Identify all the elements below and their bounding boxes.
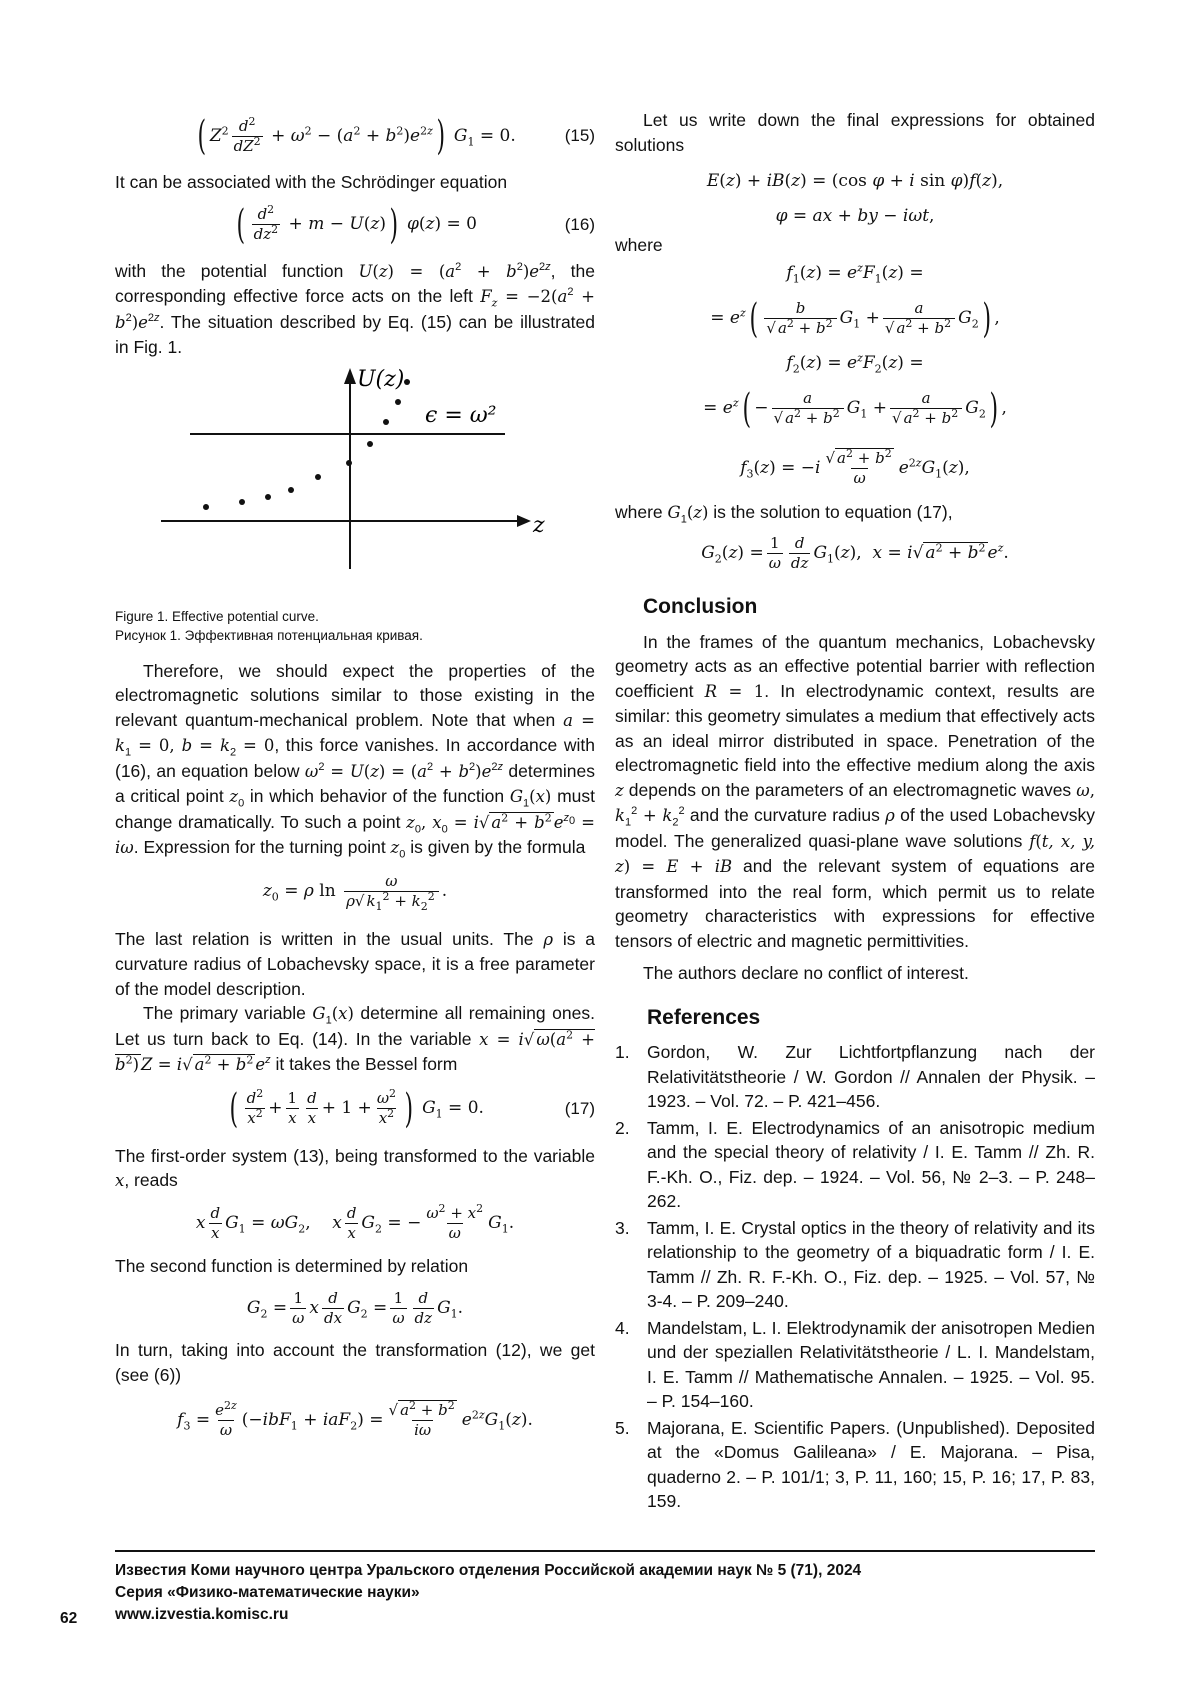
equation-number: (15) xyxy=(564,125,595,145)
paragraph: It can be associated with the Schrödinger equation xyxy=(115,172,508,192)
curve-point xyxy=(383,419,389,425)
section-heading-conclusion: Conclusion xyxy=(643,595,758,618)
reference-list xyxy=(615,1040,1095,1514)
text: is the solution to equation (17), xyxy=(708,501,953,522)
page-number: 62 xyxy=(60,1610,78,1627)
curve-point xyxy=(367,441,373,447)
equation-g2: $G_2$ = $\frac{1}{\omega}$ x d dx $G_2$ = $\frac{1}{\omega}$ d dz $G_1$. xyxy=(246,1288,464,1327)
section-heading-references: References xyxy=(647,1005,761,1029)
paragraph: where xyxy=(615,235,663,255)
equation-first-order-system: x d x $G_1 = \omega G_2$, x d x $G_2$ = − $\frac{\omega^2 + x^2}{\omega}$ $G_1$. xyxy=(195,1202,515,1242)
equation-16: ( $d^2$ $dz^2$ + m − U(z) ) φ(z) = 0 (16) xyxy=(236,201,595,248)
text: is a curvature radius of Lobachevsky space, it is a free parameter of the model description. xyxy=(115,928,595,999)
paragraph: Let us write down the final expressions for obtained solutions xyxy=(615,110,1095,155)
journal-website: www.izvestia.komisc.ru xyxy=(115,1606,289,1623)
paragraph: The first-order system (13), being transformed to the variable x, reads xyxy=(115,1145,595,1190)
text: determines a critical point xyxy=(115,760,595,806)
curve-point xyxy=(265,494,271,500)
equation-f3: $f_3$ = $\frac{e^{2z}}{\omega}$ (−ibF$_1$ + iaF$_2$) = $\frac{√ a^2 + b^2}{i\omega}$ $e^{2z}G_1(z)$. xyxy=(177,1398,533,1439)
paragraph: The authors declare no conflict of interest. xyxy=(643,963,969,983)
text: is given by the formula xyxy=(405,837,586,857)
left-column xyxy=(115,108,595,1453)
text: with the potential function xyxy=(115,260,359,281)
curve-point xyxy=(404,379,410,385)
right-column xyxy=(615,108,1095,1516)
equation-f2: = $e^z$ ( − $\frac{a}{√ a^2 + b^2}$ $G_1$ + $\frac{a}{√ a^2 + b^2}$ $G_2$ ) , xyxy=(703,385,1007,432)
text: The first-order system (13), being transformed to the variable xyxy=(115,1145,595,1166)
text: The last relation is written in the usual units. The xyxy=(115,928,544,949)
paragraph: The second function is determined by relation xyxy=(115,1255,469,1276)
curve-point xyxy=(315,474,321,480)
text: . In electrodynamic context, results are similar: this geometry simulates a medium that effectively acts as an ideal mirror distributed in space. Penetration of the electromagnetic field into the effective medium along the axis xyxy=(615,680,1096,775)
paragraph: In the frames of the quantum mechanics, Lobachevsky geometry acts as an effective potential barrier with reflection coefficient R = 1. In electrodynamic context, results are similar: this geometry simulates a medium that effectively acts as an ideal mirror distributed in space. Penetration of the electromagnetic field into the effective medium along the axis z depends on the parameters of an electromagnetic waves ω, $k_1^2 + k_2^2$ and the curvature radius ρ of the used Lobachevsky model. The generalized quasi-plane wave solutions f(t, x, y, z) = E + iB and the relevant system of equations are transformed into the real form, which permit us to relate geometry characteristics with expressions for effective tensors of electric and magnetic permittivities. xyxy=(615,631,1096,951)
text: Therefore, we should expect the properties of the electromagnetic solutions similar to those existing in the relevant quantum-mechanical problem. Note that when xyxy=(115,660,595,730)
text: it takes the Bessel form xyxy=(270,1054,458,1074)
level-label: ϵ = ω² xyxy=(425,402,497,428)
figure-1-effective-potential xyxy=(115,364,595,599)
y-axis-label: U(z) xyxy=(357,366,405,392)
curve-point xyxy=(239,499,245,505)
potential-curve-dots xyxy=(203,379,410,510)
equation-f1: = $e^z$ ( b √ $a^2 + b^2$ $G_1$ + $\frac{a}{√ a^2 + b^2}$ $G_2$ ) , xyxy=(710,295,1000,342)
equation-number: (17) xyxy=(564,1098,595,1118)
journal-series: Серия «Физико-математические науки» xyxy=(115,1584,420,1601)
equation-phase: φ = ax + by − iωt, xyxy=(775,205,935,226)
text: . Expression for the turning point xyxy=(133,837,391,857)
text: depends on the parameters of an electromagnetic waves xyxy=(623,779,1077,800)
text: . The situation described by Eq. (15) can be illustrated in Fig. 1. xyxy=(115,311,595,357)
text: and the relevant system of equations are transformed into the real form, which permit us to relate geometry characteristics with expressions for effective tensors of electric and magnetic permittivities. xyxy=(615,856,1095,951)
curve-point xyxy=(203,504,209,510)
text: must change dramatically. To such a point xyxy=(115,786,595,832)
reference-item: 2. Tamm, I. E. Electrodynamics of an anisotropic medium and the special theory of relativity / I. E. Tamm // Zh. R. F.-Kh. O., Fiz. dep. – 1924. – Vol. 56, № 2–3. – P. 248–262. xyxy=(615,1117,1095,1211)
text: where xyxy=(615,501,668,522)
paragraph: The last relation is written in the usual units. The ρ is a curvature radius of Lobachevsky space, it is a free parameter of the model description. xyxy=(115,928,595,999)
equation-solution: E(z) + iB(z) = (cos φ + i sin φ)f(z), xyxy=(706,170,1004,191)
curve-point xyxy=(288,487,294,493)
curve-point xyxy=(346,460,352,466)
equation-15: ( $Z^2$ $d^2$ $dZ^2$ + $\omega^2 - (a^2 + b^2)e^{2z}$ ) $G_1 = 0$. (15) xyxy=(197,113,595,159)
text: In the frames of the quantum mechanics, Lobachevsky geometry acts as an effective potential barrier with reflection coefficient xyxy=(615,631,1095,701)
equation-number: (16) xyxy=(564,214,595,234)
page-footer xyxy=(115,1550,1095,1626)
reference-item: 4. Mandelstam, L. I. Elektrodynamik der anisotropen Medien und der speziallen Relativitätstheorie / L. I. Mandelstam, I. E. Tamm // Mathematische Annalen. – 1925. – Vol. 95. – P. 154–160. xyxy=(615,1317,1095,1411)
paragraph: with the potential function $U(z) = (a^2 + b^2)e^{2z}$, the corresponding effective force acts on the left $F_z = -2(a^2 + b^2)e^{2z}$. The situation described by Eq. (15) can be illustrated in Fig. 1. xyxy=(115,260,595,357)
journal-title: Известия Коми научного центра Уральского отделения Российской академии наук № 5 (71), 2024 xyxy=(115,1562,862,1579)
equation-turning-point: $z_0 = \rho$ ln ω ρ√ $k_1^2 + k_2^2$ . xyxy=(262,872,448,913)
x-axis-label: z xyxy=(533,512,545,538)
text: , reads xyxy=(124,1170,178,1190)
text: determine all remaining ones. Let us turn back to Eq. (14). In the variable xyxy=(115,1003,595,1049)
text: of the used Lobachevsky model. The generalized quasi-plane wave solutions xyxy=(615,805,1095,851)
text: , this force vanishes. In accordance with (16), an equation below xyxy=(115,735,595,781)
paragraph: Therefore, we should expect the properties of the electromagnetic solutions similar to those existing in the relevant quantum-mechanical problem. Note that when $a = k_1 = 0$, $b = k_2 = 0$, this force vanishes. In accordance with (16), an equation below $\omega^2 = U(z) = (a^2 + b^2)e^{2z}$ determines a critical point $z_0$ in which behavior of the function $G_1(x)$ must change dramatically. To such a point $z_0$, $x_0 = i√$ $a^2 + b^2$ $e^{z_0} = i\omega$. Expression for the turning point $z_0$ is given by the formula xyxy=(115,660,595,861)
y-axis-arrow xyxy=(344,368,356,384)
reference-item: 1. Gordon, W. Zur Lichtfortpflanzung nach der Relativitätstheorie / W. Gordon // Annalen der Physik. – 1923. – Vol. 72. – P. 421–456. xyxy=(615,1042,1095,1111)
curve-point xyxy=(395,399,401,405)
paragraph: In turn, taking into account the transformation (12), we get (see (6)) xyxy=(115,1340,595,1385)
equation-f1-def: $f_1(z) = e^zF_1(z)$ = xyxy=(786,261,924,286)
equation-f3-solution: $f_3(z) = -i$ √ $a^2 + b^2$ ω $e^{2z}G_1(z)$, xyxy=(740,447,970,487)
reference-item: 3. Tamm, I. E. Crystal optics in the theory of relativity and its relationship to the geometry of a biquadratic form / I. E. Tamm // Zh. R. F.-Kh. O., Fiz. dep. – 1925. – Vol. 57, № 3-4. – P. 209–240. xyxy=(615,1217,1095,1311)
text: and the curvature radius xyxy=(684,805,886,825)
x-axis-arrow xyxy=(517,515,531,527)
figure-caption-ru: Рисунок 1. Эффективная потенциальная кривая. xyxy=(115,627,423,643)
text: The primary variable xyxy=(143,1003,313,1023)
paragraph: where $G_1(z)$ is the solution to equation (17), xyxy=(615,501,953,525)
reference-item: 5. Majorana, E. Scientific Papers. (Unpublished). Deposited at the «Domus Galileana» / E. Majorana. – Pisa, quaderno 2. – P. 101/1; 3, P. 11, 160; 15, P. 16; 17, P. 83, 159. xyxy=(615,1417,1095,1511)
text: in which behavior of the function xyxy=(244,786,510,806)
equation-g2-solution: $G_2(z)$ = $\frac{1}{\omega}$ d dz $G_1(z)$, x = i√ $a^2 + b^2$ $e^z$. xyxy=(701,533,1009,572)
text: , the corresponding effective force acts on the left xyxy=(115,260,595,306)
equation-f2-def: $f_2(z) = e^zF_2(z)$ = xyxy=(786,351,924,376)
paragraph: The primary variable $G_1(x)$ determine all remaining ones. Let us turn back to Eq. (14). In the variable x = i√ $\omega(a^2 + b^2) Z = i√$ $a^2 + b^2$ $e^z$ it takes the Bessel form xyxy=(115,1003,595,1074)
equation-17: ( $d^2$ $x^2$ + $\frac{1}{x}$ d x + 1 + $\frac{\omega^2}{x^2}$ ) $G_1 = 0$. (17) xyxy=(229,1085,595,1132)
figure-caption-en: Figure 1. Effective potential curve. xyxy=(115,608,319,624)
